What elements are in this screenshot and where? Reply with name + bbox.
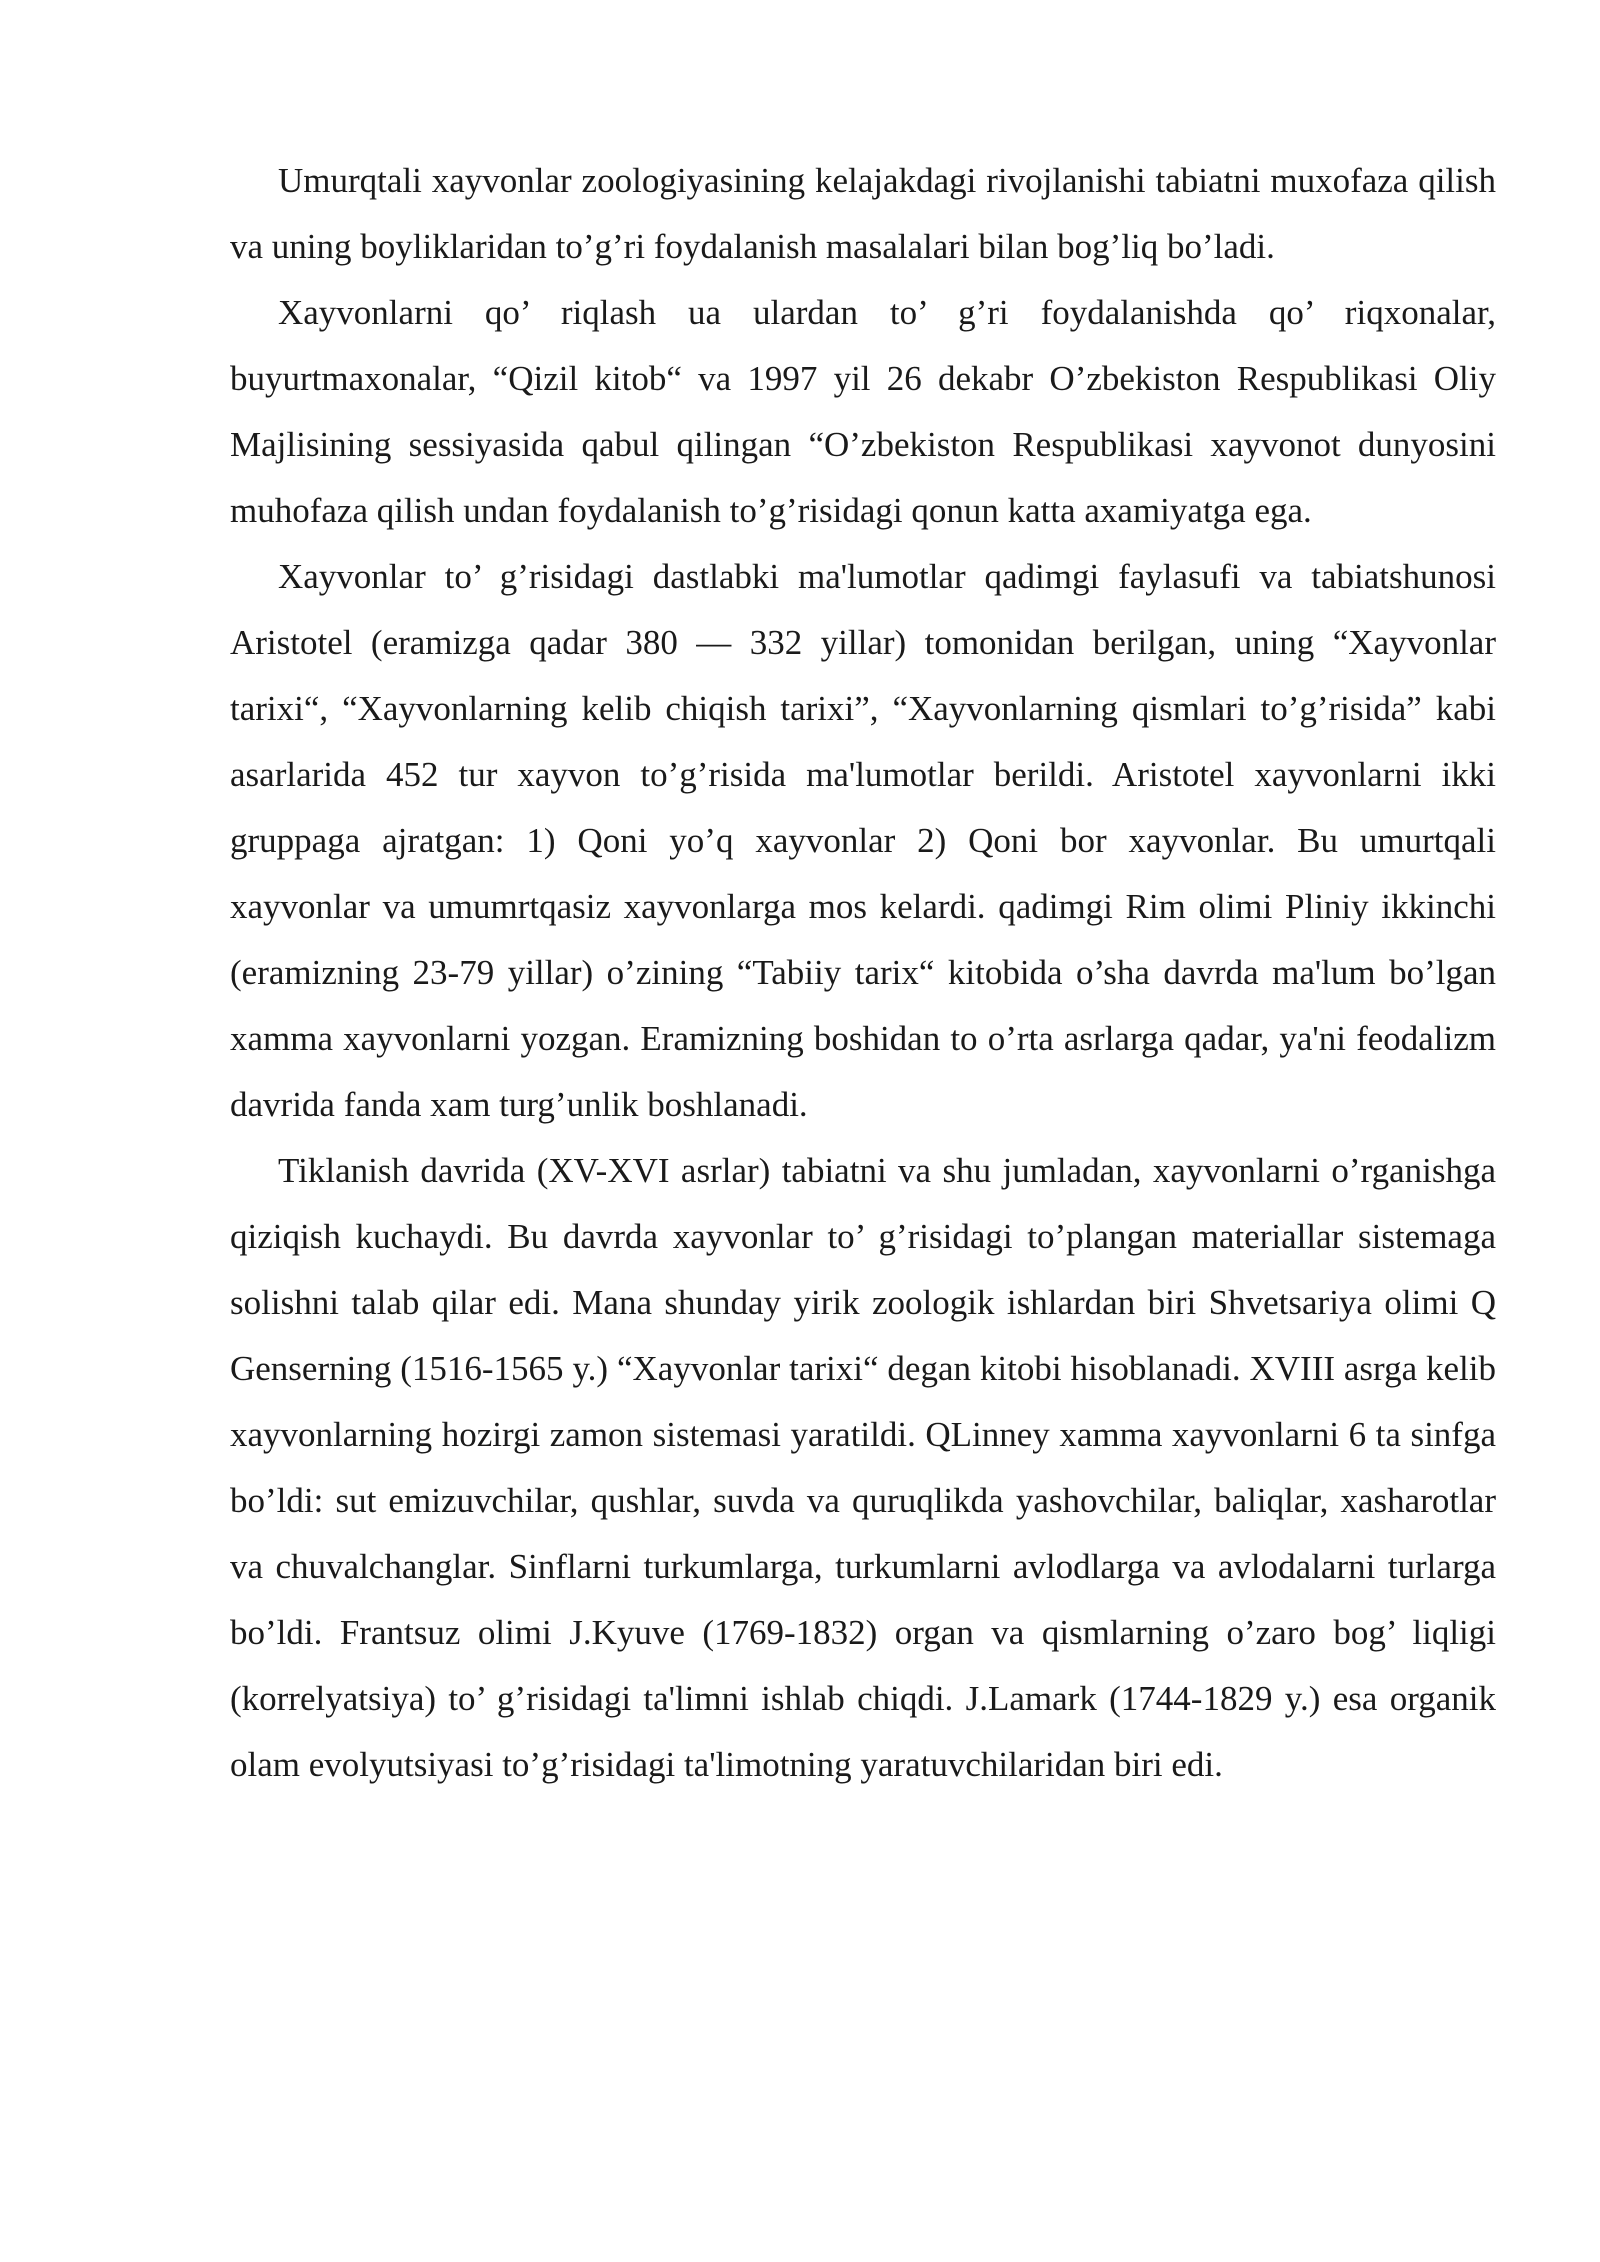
paragraph-2: Xayvonlarni qo’ riqlash ua ulardan to’ g’ri foydalanishda qo’ riqxonalar, buyurtmaxonalar, “Qizil kitob“ va 1997 yil 26 dekabr O’zbekiston Respublikasi Oliy Majlisining sessiyasida qabul qilingan “O’zbekiston Respublikasi xayvonot dunyosini muhofaza qilish undan foydalanish to’g’risidagi qonun katta axamiyatga ega. (230, 293, 1496, 530)
document-page (230, 148, 1496, 1798)
paragraph-3: Xayvonlar to’ g’risidagi dastlabki ma'lumotlar qadimgi faylasufi va tabiatshunosi Aristotel (eramizga qadar 380 — 332 yillar) tomonidan berilgan, uning “Xayvonlar tarixi“, “Xayvonlarning kelib chiqish tarixi”, “Xayvonlarning qismlari to’g’risida” kabi asarlarida 452 tur xayvon to’g’risida ma'lumotlar berildi. Aristotel xayvonlarni ikki gruppaga ajratgan: 1) Qoni yo’q xayvonlar 2) Qoni bor xayvonlar. Bu umurtqali xayvonlar va umumrtqasiz xayvonlarga mos kelardi. qadimgi Rim olimi Pliniy ikkinchi (eramizning 23-79 yillar) o’zining “Tabiiy tarix“ kitobida o’sha davrda ma'lum bo’lgan xamma xayvonlarni yozgan. Eramizning boshidan to o’rta asrlarga qadar, ya'ni feodalizm davrida fanda xam turg’unlik boshlanadi. (230, 557, 1496, 1124)
paragraph-4: Tiklanish davrida (XV-XVI asrlar) tabiatni va shu jumladan, xayvonlarni o’rganishga qiziqish kuchaydi. Bu davrda xayvonlar to’ g’risidagi to’plangan materiallar sistemaga solishni talab qilar edi. Mana shunday yirik zoologik ishlardan biri Shvetsariya olimi Q Genserning (1516-1565 y.) “Xayvonlar tarixi“ degan kitobi hisoblanadi. XVIII asrga kelib xayvonlarning hozirgi zamon sistemasi yaratildi. QLinney xamma xayvonlarni 6 ta sinfga bo’ldi: sut emizuvchilar, qushlar, suvda va quruqlikda yashovchilar, baliqlar, xasharotlar va chuvalchanglar. Sinflarni turkumlarga, turkumlarni avlodlarga va avlodalarni turlarga bo’ldi. Frantsuz olimi J.Kyuve (1769-1832) organ va qismlarning o’zaro bog’ liqligi (korrelyatsiya) to’ g’risidagi ta'limni ishlab chiqdi. J.Lamark (1744-1829 y.) esa organik olam evolyutsiyasi to’g’risidagi ta'limotning yaratuvchilaridan biri edi. (230, 1151, 1496, 1784)
paragraph-1: Umurqtali xayvonlar zoologiyasining kelajakdagi rivojlanishi tabiatni muxofaza qilish va uning boyliklaridan to’g’ri foydalanish masalalari bilan bog’liq bo’ladi. (230, 161, 1496, 266)
